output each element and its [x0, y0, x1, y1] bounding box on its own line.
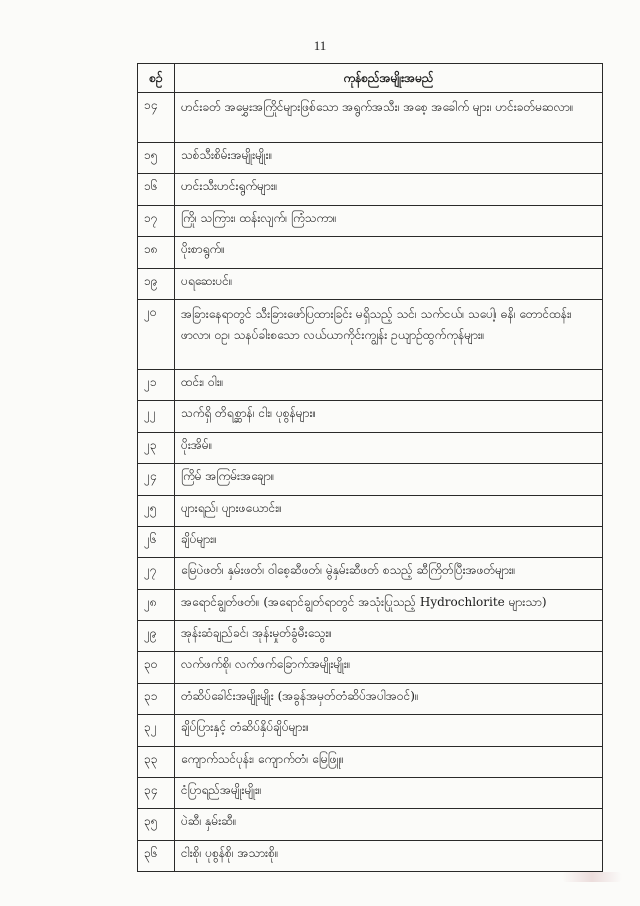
table-header-row — [138, 64, 603, 93]
row-number: ၂၆ — [138, 526, 175, 557]
row-goods-name: ဟင်းခတ် အမွှေးအကြိုင်များဖြစ်သော အရွက်အသီး၊ အစေ့ အခေါက် များ၊ ဟင်းခတ်မဆလာ။ — [175, 93, 603, 143]
row-number: ၁၄ — [138, 93, 175, 143]
row-goods-name: ပျားရည်၊ ပျားဖယောင်း။ — [175, 495, 603, 526]
row-goods-name: ပိုးအိမ်။ — [175, 432, 603, 463]
table-row — [138, 589, 603, 620]
table-row — [138, 268, 603, 299]
row-number: ၃၂ — [138, 715, 175, 746]
row-goods-name: ပဲဆီ၊ နှမ်းဆီ။ — [175, 809, 603, 840]
row-goods-name: ဟင်းသီးဟင်းရွက်များ။ — [175, 174, 603, 205]
row-goods-name: ငံပြာရည်အမျိုးမျိုး။ — [175, 778, 603, 809]
row-goods-name: ချိပ်များ။ — [175, 526, 603, 557]
table-row — [138, 621, 603, 652]
row-goods-name: မြေပဲဖတ်၊ နှမ်းဖတ်၊ ဝါစေ့ဆီဖတ်၊ မွဲနှမ်းဆီဖတ် စသည့် ဆီကြိတ်ပြီးအဖတ်များ။ — [175, 558, 603, 589]
row-number: ၁၈ — [138, 237, 175, 268]
row-number: ၂၅ — [138, 495, 175, 526]
table-row — [138, 369, 603, 400]
table-row — [138, 237, 603, 268]
table-row — [138, 746, 603, 777]
row-number: ၃၆ — [138, 840, 175, 871]
row-number: ၁၆ — [138, 174, 175, 205]
table-row — [138, 778, 603, 809]
row-goods-name: ပိုးစာရွက်။ — [175, 237, 603, 268]
row-goods-name: ကြို၊ သကြား၊ ထန်းလျက်၊ ကြံသကာ။ — [175, 205, 603, 236]
row-goods-name: အုန်းဆံချည်ခင်၊ အုန်းမှုတ်ခွံမီးသွေး။ — [175, 621, 603, 652]
row-number: ၂၀ — [138, 299, 175, 369]
row-number: ၃၄ — [138, 778, 175, 809]
row-number: ၂၂ — [138, 401, 175, 432]
page-number: 11 — [313, 38, 327, 53]
row-number: ၃၃ — [138, 746, 175, 777]
row-goods-name: အရောင်ချွတ်ဖတ်။ (အရောင်ချွတ်ရာတွင် အသုံးပြုသည့် Hydrochlorite များသာ) — [175, 589, 603, 620]
row-goods-name: တံဆိပ်ခေါင်းအမျိုးမျိုး (အခွန်အမှတ်တံဆိပ်အပါအဝင်)။ — [175, 683, 603, 714]
table-row — [138, 840, 603, 871]
table-row — [138, 558, 603, 589]
table-row — [138, 143, 603, 174]
row-number: ၁၇ — [138, 205, 175, 236]
table-row — [138, 715, 603, 746]
table-row — [138, 809, 603, 840]
table-row — [138, 93, 603, 143]
goods-table — [137, 63, 603, 872]
row-number: ၂၄ — [138, 464, 175, 495]
row-number: ၁၉ — [138, 268, 175, 299]
table-row — [138, 205, 603, 236]
table-row — [138, 495, 603, 526]
header-goods-name: ကုန်စည်အမျိုးအမည် — [175, 64, 603, 93]
table-row — [138, 401, 603, 432]
row-number: ၃၅ — [138, 809, 175, 840]
row-goods-name: ကျောက်သင်ပုန်း၊ ကျောက်တံ၊ မြေဖြူ။ — [175, 746, 603, 777]
row-goods-name: သစ်သီးစိမ်းအမျိုးမျိုး။ — [175, 143, 603, 174]
row-number: ၂၃ — [138, 432, 175, 463]
row-goods-name: ထင်း၊ ဝါး။ — [175, 369, 603, 400]
row-goods-name: သက်ရှိ တိရစ္ဆာန်၊ ငါး၊ ပုစွန်များ။ — [175, 401, 603, 432]
row-goods-name: လက်ဖက်စို၊ လက်ဖက်ခြောက်အမျိုးမျိုး။ — [175, 652, 603, 683]
table-row — [138, 432, 603, 463]
row-number: ၃၀ — [138, 652, 175, 683]
table-row — [138, 464, 603, 495]
row-number: ၁၅ — [138, 143, 175, 174]
table-body — [138, 93, 603, 872]
row-number: ၃၁ — [138, 683, 175, 714]
row-goods-name: ကြိမ် အကြမ်းအချော။ — [175, 464, 603, 495]
row-goods-name: ပရဆေးပင်။ — [175, 268, 603, 299]
table-row — [138, 526, 603, 557]
row-number: ၂၇ — [138, 558, 175, 589]
row-goods-name: အခြားနေရာတွင် သီးခြားဖော်ပြထားခြင်း မရှိသည့် သင်၊ သက်ငယ်၊ သပေါ့၊ ဓနိ၊ တောင်ထန်း၊ ဖာလာ၊ ဝဥ၊ သနပ်ခါးစသော လယ်ယာကိုင်းကျွန်း ဥယျာဉ်ထွက်ကုန်များ။ — [175, 299, 603, 369]
row-number: ၂၉ — [138, 621, 175, 652]
row-goods-name: ချိပ်ပြားနှင့် တံဆိပ်နှိပ်ချိပ်များ။ — [175, 715, 603, 746]
row-number: ၂၈ — [138, 589, 175, 620]
table-row — [138, 299, 603, 369]
row-goods-name: ငါးစို၊ ပုစွန်စို၊ အသားစို။ — [175, 840, 603, 871]
header-number: စဉ် — [138, 64, 175, 93]
watermark-smudge — [562, 872, 622, 882]
table-row — [138, 683, 603, 714]
table-row — [138, 652, 603, 683]
row-number: ၂၁ — [138, 369, 175, 400]
table-row — [138, 174, 603, 205]
